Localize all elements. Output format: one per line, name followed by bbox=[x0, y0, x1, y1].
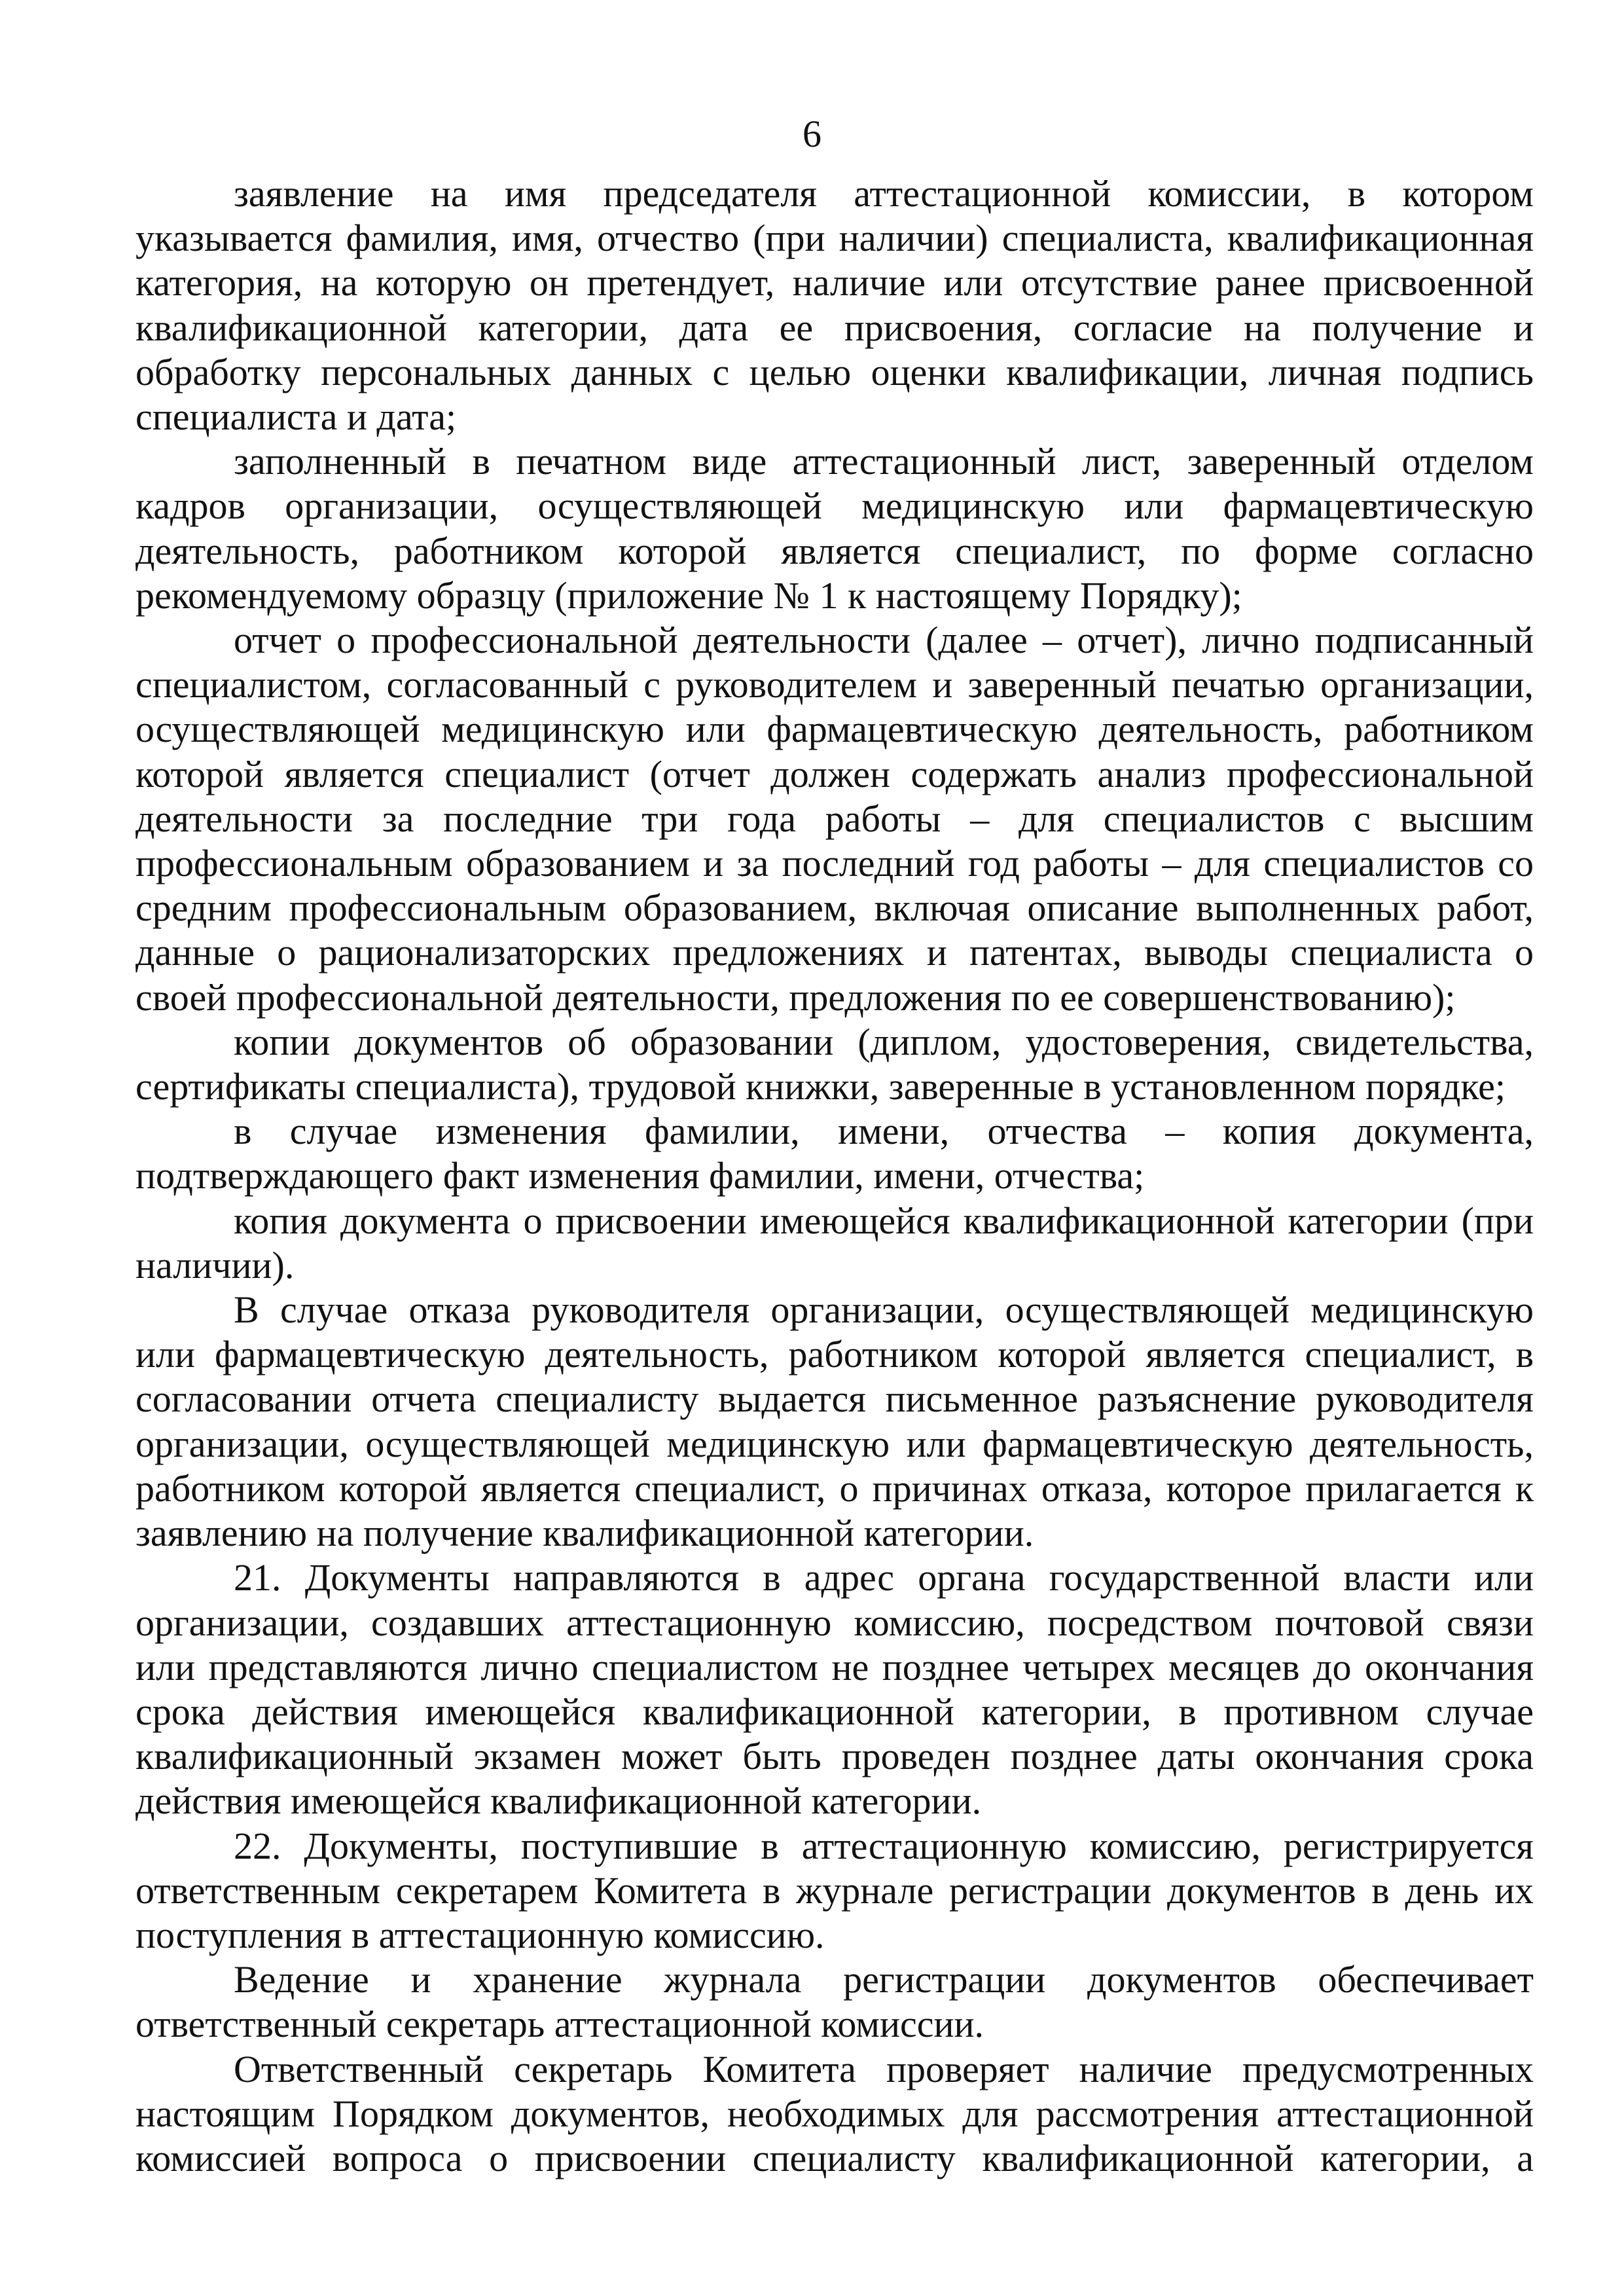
text-line: копия документа о присвоении имеющейся квалификационной категории (при bbox=[234, 1199, 1534, 1242]
paragraph-application bbox=[135, 172, 1534, 439]
text-line: в случае изменения фамилии, имени, отчества – копия документа, bbox=[234, 1110, 1534, 1153]
text-line: комиссией вопроса о присвоении специалисту квалификационной категории, а bbox=[135, 2136, 1534, 2179]
text-line: заявлению на получение квалификационной категории. bbox=[135, 1512, 1034, 1555]
text-line: ответственным секретарем Комитета в журнале регистрации документов в день их bbox=[135, 1868, 1534, 1912]
text-line: специалиста и дата; bbox=[135, 395, 457, 439]
text-line: квалификационный экзамен может быть проведен позднее даты окончания срока bbox=[135, 1735, 1534, 1778]
text-line: которой является специалист (отчет должен содержать анализ профессиональной bbox=[135, 752, 1534, 795]
text-line: квалификационной категории, дата ее присвоения, согласие на получение и bbox=[135, 306, 1534, 349]
text-line: обработку персональных данных с целью оценки квалификации, личная подпись bbox=[135, 350, 1534, 393]
text-line: срока действия имеющейся квалификационной категории, в противном случае bbox=[135, 1690, 1534, 1733]
text-line: действия имеющейся квалификационной категории. bbox=[135, 1779, 982, 1823]
text-line: ответственный секретарь аттестационной комиссии. bbox=[135, 2003, 984, 2046]
paragraph-name-change bbox=[135, 1109, 1534, 1198]
text-line: 21. Документы направляются в адрес органа государственной власти или bbox=[234, 1556, 1534, 1599]
text-line: специалистом, согласованный с руководителем и заверенный печатью организации, bbox=[135, 663, 1534, 706]
text-line: поступления в аттестационную комиссию. bbox=[135, 1913, 825, 1956]
text-line: наличии). bbox=[135, 1243, 295, 1286]
text-line: согласовании отчета специалисту выдается письменное разъяснение руководителя bbox=[135, 1377, 1534, 1421]
text-line: копии документов об образовании (диплом, удостоверения, свидетельства, bbox=[234, 1020, 1534, 1063]
text-line: сертификаты специалиста), трудовой книжки, заверенные в установленном порядке; bbox=[135, 1065, 1506, 1108]
text-line: средним профессиональным образованием, включая описание выполненных работ, bbox=[135, 886, 1534, 930]
text-line: указывается фамилия, имя, отчество (при наличии) специалиста, квалификационная bbox=[135, 217, 1534, 260]
text-line: отчет о профессиональной деятельности (далее – отчет), лично подписанный bbox=[234, 619, 1534, 662]
text-line: Ведение и хранение журнала регистрации документов обеспечивает bbox=[234, 1958, 1534, 2001]
text-line: работником которой является специалист, о причинах отказа, которое прилагается к bbox=[135, 1467, 1534, 1510]
page-number: 6 bbox=[803, 113, 821, 155]
text-line: заполненный в печатном виде аттестационный лист, заверенный отделом bbox=[234, 440, 1534, 483]
text-line: осуществляющей медицинскую или фармацевтическую деятельность, работником bbox=[135, 708, 1534, 751]
paragraph-report bbox=[135, 618, 1534, 1020]
text-line: Ответственный секретарь Комитета проверяет наличие предусмотренных bbox=[234, 2047, 1534, 2090]
text-line: или представляются лично специалистом не позднее четырех месяцев до окончания bbox=[135, 1645, 1534, 1688]
text-line: рекомендуемому образцу (приложение № 1 к настоящему Порядку); bbox=[135, 574, 1242, 617]
paragraph-education-copies bbox=[135, 1020, 1534, 1109]
paragraph-refusal bbox=[135, 1288, 1534, 1556]
text-line: заявление на имя председателя аттестационной комиссии, в котором bbox=[234, 172, 1534, 215]
text-line: В случае отказа руководителя организации, осуществляющей медицинскую bbox=[234, 1288, 1534, 1332]
text-line: категория, на которую он претендует, наличие или отсутствие ранее присвоенной bbox=[135, 261, 1534, 304]
text-line: организации, осуществляющей медицинскую или фармацевтическую деятельность, bbox=[135, 1422, 1534, 1465]
paragraph-attestation-sheet bbox=[135, 439, 1534, 618]
paragraph-category-copy bbox=[135, 1199, 1534, 1288]
text-line: профессиональным образованием и за последний год работы – для специалистов со bbox=[135, 842, 1534, 885]
text-line: 22. Документы, поступившие в аттестационную комиссию, регистрируется bbox=[234, 1824, 1534, 1867]
text-line: деятельности за последние три года работы – для специалистов с высшим bbox=[135, 797, 1534, 840]
text-line: настоящим Порядком документов, необходимых для рассмотрения аттестационной bbox=[135, 2092, 1534, 2135]
paragraph-journal bbox=[135, 1958, 1534, 2047]
paragraph-clause-22 bbox=[135, 1824, 1534, 1958]
text-line: кадров организации, осуществляющей медицинскую или фармацевтическую bbox=[135, 484, 1534, 528]
text-line: организации, создавших аттестационную комиссию, посредством почтовой связи bbox=[135, 1601, 1534, 1644]
text-line: или фармацевтическую деятельность, работником которой является специалист, в bbox=[135, 1333, 1534, 1376]
text-line: данные о рационализаторских предложениях и патентах, выводы специалиста о bbox=[135, 931, 1534, 974]
text-line: подтверждающего факт изменения фамилии, имени, отчества; bbox=[135, 1154, 1145, 1197]
text-line: деятельность, работником которой является специалист, по форме согласно bbox=[135, 529, 1534, 572]
document-body bbox=[135, 172, 1534, 2181]
text-line: своей профессиональной деятельности, предложения по ее совершенствованию); bbox=[135, 975, 1456, 1019]
paragraph-clause-21 bbox=[135, 1556, 1534, 1823]
paragraph-secretary-check bbox=[135, 2047, 1534, 2181]
